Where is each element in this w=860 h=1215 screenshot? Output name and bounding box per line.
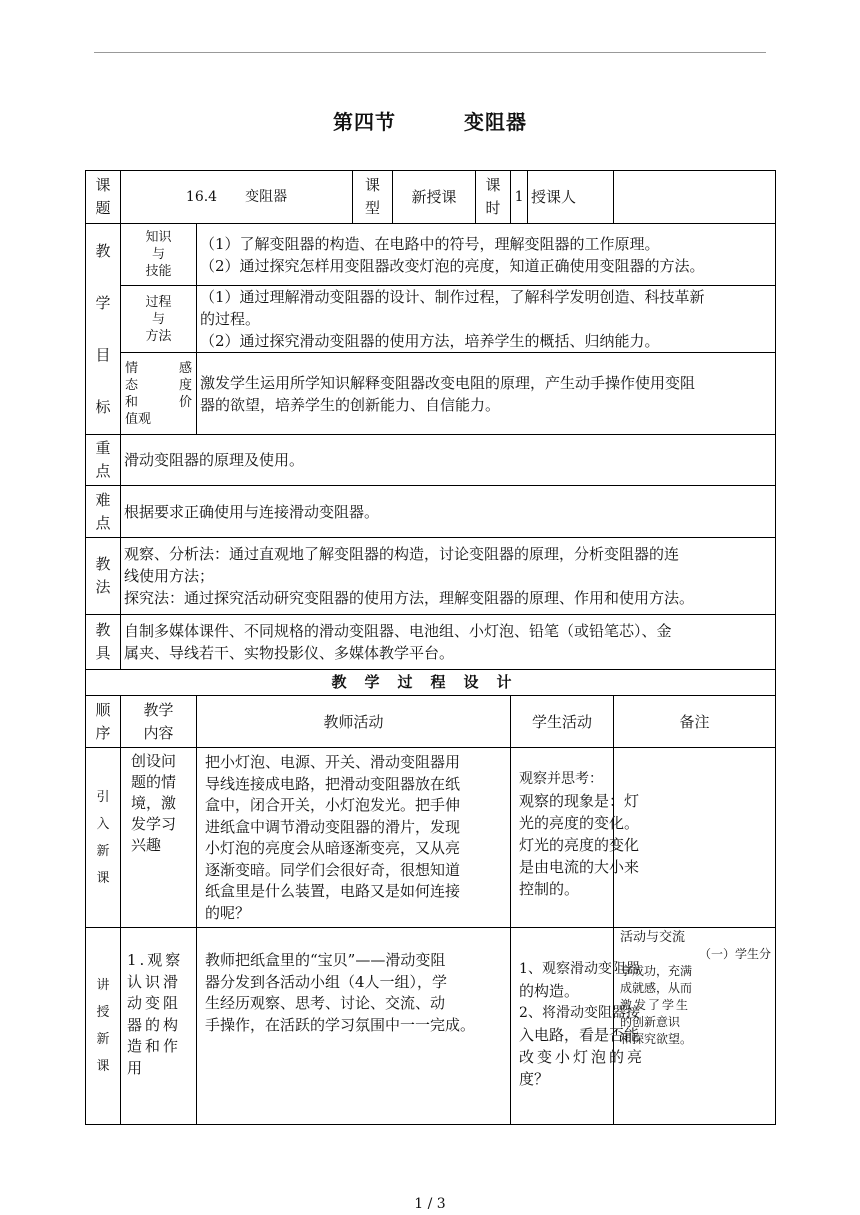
stage2-content: 1.观察 认识滑 动变阻 器的构 造和作 用	[121, 928, 197, 1125]
goal-process-row	[86, 286, 776, 353]
stage-intro-row	[86, 748, 776, 928]
teacher-label: 授课人	[528, 171, 614, 224]
process-design-band	[86, 670, 776, 696]
stage1-order: 引 入 新 课	[86, 748, 121, 928]
teacher-value	[614, 171, 776, 224]
emotion-text: 激发学生运用所学知识解释变阻器改变电阻的原理，产生动手操作使用变阻 器的欲望，培养学生的创新能力、自信能力。	[197, 353, 776, 435]
head-order: 顺 序	[86, 696, 121, 748]
method-label: 教 法	[86, 538, 121, 615]
stage1-student-activity: 观察并思考： 观察的现象是：灯 光的亮度的变化。 灯光的亮度的变化 是由电流的大小来 控制的。	[511, 748, 614, 928]
head-teacher-activity: 教师活动	[197, 696, 511, 748]
process-head-row	[86, 696, 776, 748]
process-label: 过程 与 方法	[121, 286, 197, 353]
tools-text: 自制多媒体课件、不同规格的滑动变阻器、电池组、小灯泡、铅笔（或铅笔芯）、金 属夹、导线若干、实物投影仪、多媒体教学平台。	[121, 615, 776, 670]
head-content: 教学 内容	[121, 696, 197, 748]
tools-label: 教 具	[86, 615, 121, 670]
head-remarks: 备注	[614, 696, 776, 748]
topic-value: 16.4 变阻器	[121, 171, 353, 224]
title-section: 第四节	[333, 110, 396, 134]
type-value: 新授课	[393, 171, 476, 224]
key-point-label: 重 点	[86, 435, 121, 486]
course-info-row	[86, 171, 776, 224]
page-number: 1 / 3	[414, 1196, 446, 1212]
topic-label: 课 题	[86, 171, 121, 224]
goal-knowledge-row	[86, 224, 776, 286]
stage2-teacher-activity: 教师把纸盒里的“宝贝”——滑动变阻 器分发到各活动小组（4人一组），学 生经历观察、思考、讨论、交流、动 手操作，在活跃的学习氛围中一一完成。	[197, 928, 511, 1125]
process-text: （1）通过理解滑动变阻器的设计、制作过程，了解科学发明创造、科技革新 的过程。 （2）通过探究滑动变阻器的使用方法，培养学生的概括、归纳能力。	[197, 286, 776, 353]
process-design-title: 教学过程设计	[86, 670, 776, 696]
header-rule	[94, 52, 766, 53]
goals-label: 教 学 目 标	[86, 224, 121, 435]
type-label: 课 型	[353, 171, 393, 224]
stage1-content: 创设问 题的情 境，激 发学习 兴趣	[121, 748, 197, 928]
difficulty-text: 根据要求正确使用与连接滑动变阻器。	[121, 486, 776, 538]
tools-row	[86, 615, 776, 670]
stage2-remarks: 活动与交流 （一）学生分 享成功，充满 成就感，从而 激发了学生 的创新意识 和探究欲望。	[614, 928, 776, 1125]
stage2-student-activity: 1、观察滑动变阻器 的构造。 2、将滑动变阻器接 入电路，看是否能 改变小灯泡的亮 度？	[511, 928, 614, 1125]
stage-teach-row	[86, 928, 776, 1125]
goal-emotion-row	[86, 353, 776, 435]
stage2-order: 讲 授 新 课	[86, 928, 121, 1125]
key-point-row	[86, 435, 776, 486]
difficulty-row	[86, 486, 776, 538]
head-student-activity: 学生活动	[511, 696, 614, 748]
method-row	[86, 538, 776, 615]
emotion-label: 情感 态度 和价 值观	[121, 353, 197, 435]
knowledge-text: （1）了解变阻器的构造、在电路中的符号，理解变阻器的工作原理。 （2）通过探究怎样用变阻器改变灯泡的亮度，知道正确使用变阻器的方法。	[197, 224, 776, 286]
knowledge-label: 知识 与 技能	[121, 224, 197, 286]
hours-label: 课 时	[476, 171, 511, 224]
title-name: 变阻器	[464, 110, 527, 134]
page-title	[0, 106, 860, 135]
key-point-text: 滑动变阻器的原理及使用。	[121, 435, 776, 486]
hours-value: 1	[511, 171, 528, 224]
difficulty-label: 难 点	[86, 486, 121, 538]
stage1-teacher-activity: 把小灯泡、电源、开关、滑动变阻器用 导线连接成电路，把滑动变阻器放在纸 盒中，闭合开关，小灯泡发光。把手伸 进纸盒中调节滑动变阻器的滑片，发现 小灯泡的亮度会从暗逐渐变亮，又从亮 逐渐变暗。同学们会很好奇，很想知道 纸盒里是什么装置，电路又是如何连接 的呢？	[197, 748, 511, 928]
lesson-plan-table	[85, 170, 776, 1125]
method-text: 观察、分析法：通过直观地了解变阻器的构造，讨论变阻器的原理，分析变阻器的连 线使用方法； 探究法：通过探究活动研究变阻器的使用方法，理解变阻器的原理、作用和使用方法。	[121, 538, 776, 615]
